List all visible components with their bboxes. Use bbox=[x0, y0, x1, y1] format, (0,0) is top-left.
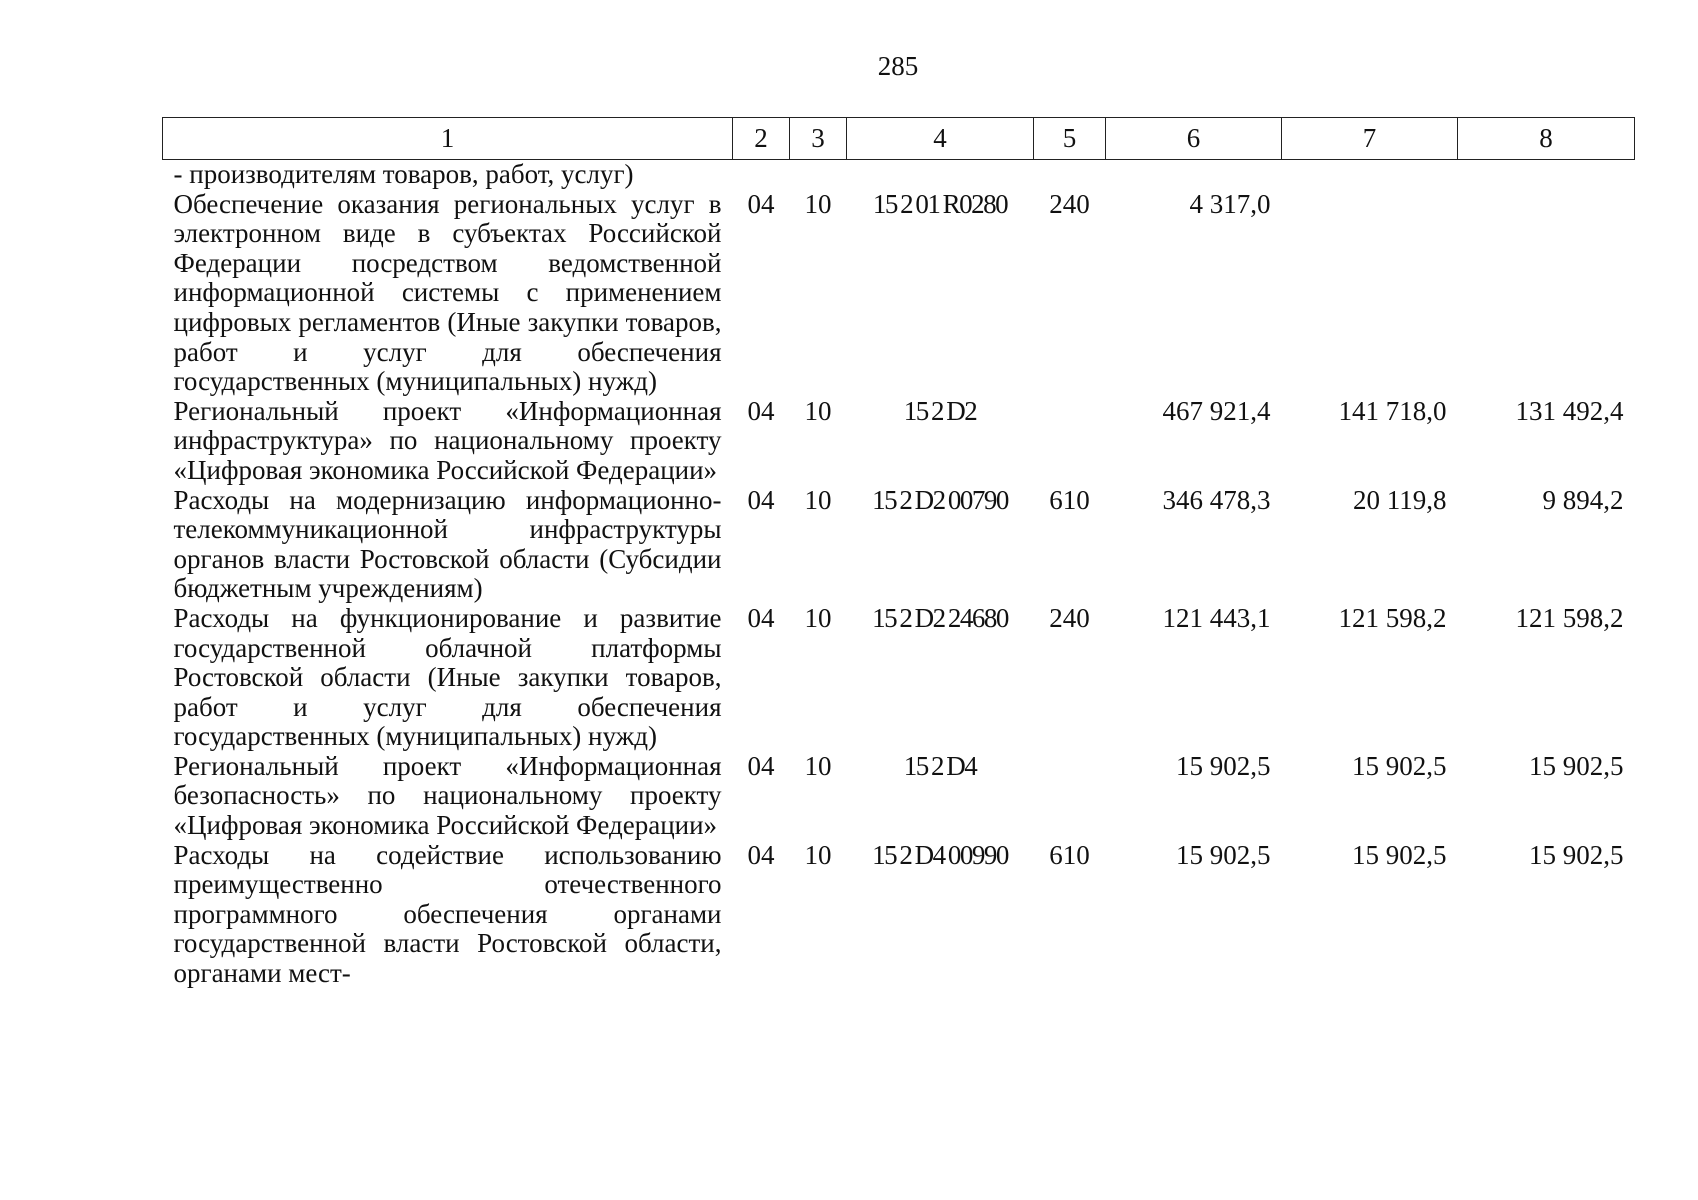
page-number: 285 bbox=[877, 51, 919, 81]
row-amount-1: 4 317,0 bbox=[1189, 188, 1271, 219]
column-header-2: 2 bbox=[733, 118, 790, 160]
row-subsection: 10 bbox=[804, 188, 832, 219]
row-section: 04 bbox=[747, 839, 775, 870]
row-expense-type: 610 bbox=[1049, 839, 1090, 870]
row-amount-2: 20 119,8 bbox=[1353, 484, 1447, 515]
continuation-row bbox=[163, 160, 1635, 190]
row-description: Региональный проект «Информационная инфраструктура» по национальному проекту «Цифровая экономика Российской Федерации» bbox=[173, 395, 722, 485]
row-section: 04 bbox=[747, 395, 775, 426]
row-expense-type bbox=[1034, 752, 1106, 841]
row-target-code: 15 2 D2 00790 bbox=[872, 484, 1008, 515]
row-amount-1: 15 902,5 bbox=[1176, 839, 1271, 870]
table-row bbox=[163, 486, 1635, 604]
row-subsection: 10 bbox=[804, 750, 832, 781]
row-subsection: 10 bbox=[804, 602, 832, 633]
row-section: 04 bbox=[747, 484, 775, 515]
table-row bbox=[163, 397, 1635, 486]
row-target-code: 15 2 D2 24680 bbox=[872, 602, 1008, 633]
row-subsection: 10 bbox=[804, 484, 832, 515]
row-target-code: 15 2 D4 bbox=[903, 750, 977, 781]
row-amount-2: 141 718,0 bbox=[1338, 395, 1447, 426]
row-description: Региональный проект «Информационная безопасность» по национальному проекту «Цифровая экономика Российской Федерации» bbox=[173, 750, 722, 841]
row-amount-1: 346 478,3 bbox=[1162, 484, 1271, 515]
row-amount-3: 15 902,5 bbox=[1529, 839, 1624, 870]
row-section: 04 bbox=[747, 750, 775, 781]
row-target-code: 15 2 01 R0280 bbox=[872, 188, 1008, 219]
row-amount-2 bbox=[1282, 190, 1458, 397]
row-description: Расходы на функционирование и развитие государственной облачной платформы Ростовской области (Иные закупки товаров, работ и услуг для обеспечения государственных (муниципальных) нужд) bbox=[173, 602, 722, 752]
row-amount-2: 15 902,5 bbox=[1352, 750, 1447, 781]
row-amount-3 bbox=[1458, 190, 1635, 397]
row-amount-2: 121 598,2 bbox=[1338, 602, 1447, 633]
row-amount-1: 15 902,5 bbox=[1176, 750, 1271, 781]
row-amount-1: 121 443,1 bbox=[1162, 602, 1271, 633]
table-row bbox=[163, 190, 1635, 397]
row-amount-3: 131 492,4 bbox=[1515, 395, 1624, 426]
budget-table bbox=[162, 117, 1635, 989]
row-amount-1: 467 921,4 bbox=[1162, 395, 1271, 426]
row-subsection: 10 bbox=[804, 395, 832, 426]
column-header-1: 1 bbox=[163, 118, 733, 160]
row-expense-type bbox=[1034, 397, 1106, 486]
column-header-7: 7 bbox=[1282, 118, 1458, 160]
column-header-4: 4 bbox=[847, 118, 1034, 160]
row-amount-2: 15 902,5 bbox=[1352, 839, 1447, 870]
row-section: 04 bbox=[747, 602, 775, 633]
row-amount-3: 9 894,2 bbox=[1542, 484, 1624, 515]
column-header-3: 3 bbox=[790, 118, 847, 160]
table-row bbox=[163, 841, 1635, 989]
header-row bbox=[163, 118, 1635, 160]
continuation-text: - производителям товаров, работ, услуг) bbox=[173, 159, 634, 189]
column-header-8: 8 bbox=[1458, 118, 1635, 160]
row-description: Обеспечение оказания региональных услуг в электронном виде в субъектах Российской Федерации посредством ведомственной информационной системы с применением цифровых регламентов (Иные закупки товаров, работ и услуг для обеспечения государственных (муниципальных) нужд) bbox=[173, 188, 722, 397]
column-header-5: 5 bbox=[1034, 118, 1106, 160]
row-description: Расходы на модернизацию информационно-телекоммуникационной инфраструктуры органов власти Ростовской области (Субсидии бюджетным учреждениям) bbox=[173, 484, 722, 604]
row-section: 04 bbox=[747, 188, 775, 219]
row-expense-type: 240 bbox=[1049, 188, 1090, 219]
row-amount-3: 121 598,2 bbox=[1515, 602, 1624, 633]
row-amount-3: 15 902,5 bbox=[1529, 750, 1624, 781]
row-expense-type: 240 bbox=[1049, 602, 1090, 633]
row-description: Расходы на содействие использованию преимущественно отечественного программного обеспечения органами государственной власти Ростовской области, органами мест- bbox=[173, 839, 722, 989]
row-expense-type: 610 bbox=[1049, 484, 1090, 515]
table-row bbox=[163, 604, 1635, 752]
column-header-6: 6 bbox=[1106, 118, 1282, 160]
table-row bbox=[163, 752, 1635, 841]
row-target-code: 15 2 D4 00990 bbox=[872, 839, 1008, 870]
row-target-code: 15 2 D2 bbox=[903, 395, 977, 426]
row-subsection: 10 bbox=[804, 839, 832, 870]
